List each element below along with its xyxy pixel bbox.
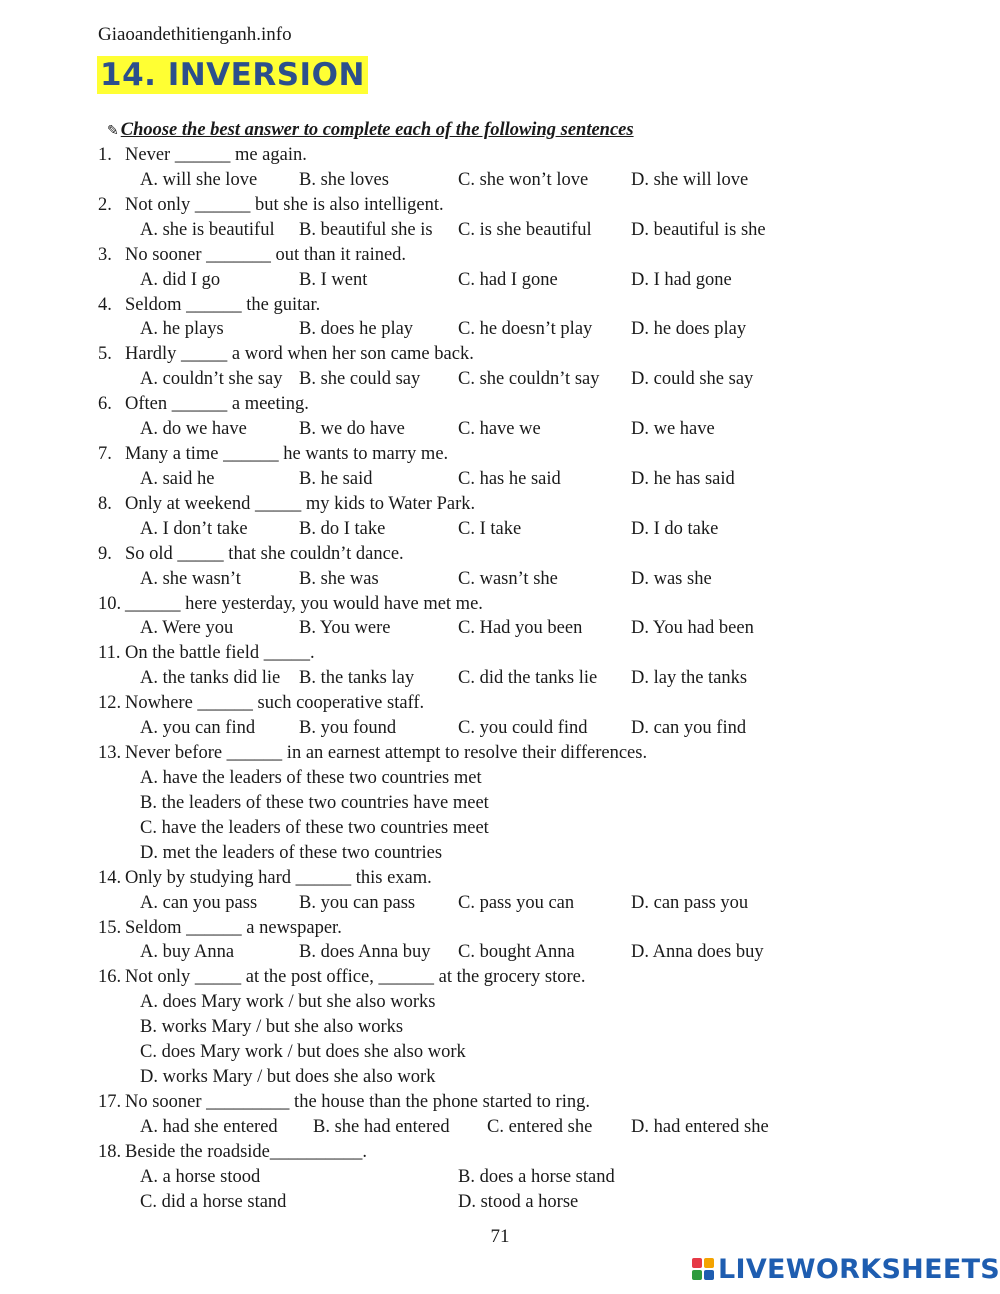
answer-option[interactable]: B. works Mary / but she also works bbox=[140, 1017, 404, 1038]
answer-option[interactable]: D. I do take bbox=[631, 518, 719, 539]
answer-option[interactable]: B. she could say bbox=[299, 369, 421, 390]
question-text: Beside the roadside__________. bbox=[125, 1141, 367, 1162]
answer-option[interactable]: D. stood a horse bbox=[458, 1191, 579, 1212]
question-number: 5. bbox=[98, 344, 112, 365]
answer-option[interactable]: A. a horse stood bbox=[140, 1166, 261, 1187]
question-number: 11. bbox=[98, 643, 121, 664]
answer-option[interactable]: A. had she entered bbox=[140, 1116, 278, 1137]
question-number: 17. bbox=[98, 1091, 122, 1112]
question bbox=[98, 592, 920, 617]
answer-option[interactable]: C. he doesn’t play bbox=[458, 319, 593, 340]
question bbox=[98, 342, 920, 367]
answer-option[interactable]: C. she couldn’t say bbox=[458, 369, 600, 390]
site-name: Giaoandethitienganh.info bbox=[98, 24, 292, 45]
answer-option[interactable]: C. Had you been bbox=[458, 618, 583, 639]
question bbox=[98, 542, 920, 567]
question-number: 2. bbox=[98, 194, 112, 215]
question bbox=[98, 1090, 920, 1115]
answer-option[interactable]: D. lay the tanks bbox=[631, 668, 748, 689]
pen-icon: ✎ bbox=[107, 124, 119, 139]
question-number: 15. bbox=[98, 917, 122, 938]
answer-option[interactable]: C. have the leaders of these two countries meet bbox=[140, 817, 489, 838]
answer-option[interactable]: C. has he said bbox=[458, 468, 561, 489]
answer-option[interactable]: A. she is beautiful bbox=[140, 219, 275, 240]
answer-option[interactable]: C. did a horse stand bbox=[140, 1191, 287, 1212]
logo-icon bbox=[692, 1258, 714, 1280]
answer-option[interactable]: C. had I gone bbox=[458, 269, 558, 290]
brand-name: LIVEWORKSHEETS bbox=[718, 1253, 1000, 1285]
answer-option[interactable]: D. was she bbox=[631, 568, 712, 589]
question-text: Only by studying hard ______ this exam. bbox=[125, 867, 432, 888]
page-number: 71 bbox=[490, 1226, 510, 1247]
question-text: On the battle field _____. bbox=[125, 643, 315, 664]
logo-square bbox=[692, 1270, 702, 1280]
question-text: No sooner _______ out than it rained. bbox=[125, 244, 407, 265]
answer-option[interactable]: B. do I take bbox=[299, 518, 386, 539]
question bbox=[98, 1140, 920, 1165]
answer-option[interactable]: D. I had gone bbox=[631, 269, 732, 290]
logo-square bbox=[704, 1270, 714, 1280]
answer-option[interactable]: D. she will love bbox=[631, 169, 749, 190]
question-text: Never before ______ in an earnest attempt to resolve their differences. bbox=[125, 743, 648, 764]
question-text: Many a time ______ he wants to marry me. bbox=[125, 444, 449, 465]
answer-option[interactable]: B. he said bbox=[299, 468, 373, 489]
answer-option[interactable]: D. we have bbox=[631, 419, 715, 440]
question-number: 12. bbox=[98, 693, 122, 714]
question bbox=[98, 741, 920, 766]
question bbox=[98, 965, 920, 990]
answer-option[interactable]: D. he does play bbox=[631, 319, 747, 340]
answer-option[interactable]: B. she was bbox=[299, 568, 379, 589]
answer-option[interactable]: A. he plays bbox=[140, 319, 224, 340]
liveworksheets-logo bbox=[692, 1254, 1000, 1284]
answer-option[interactable]: A. do we have bbox=[140, 419, 247, 440]
answer-option[interactable]: B. does he play bbox=[299, 319, 414, 340]
answer-option[interactable]: A. I don’t take bbox=[140, 518, 248, 539]
question-number: 7. bbox=[98, 444, 112, 465]
question-number: 16. bbox=[98, 967, 122, 988]
page-title: 14. INVERSION bbox=[97, 56, 368, 94]
answer-option[interactable]: D. could she say bbox=[631, 369, 754, 390]
question-text: Hardly _____ a word when her son came back. bbox=[125, 344, 474, 365]
answer-option[interactable]: B. she had entered bbox=[313, 1116, 450, 1137]
answer-option[interactable]: D. beautiful is she bbox=[631, 219, 766, 240]
question-text: Nowhere ______ such cooperative staff. bbox=[125, 693, 425, 714]
answer-option[interactable]: A. buy Anna bbox=[140, 942, 235, 963]
answer-option[interactable]: A. have the leaders of these two countries met bbox=[140, 768, 482, 788]
question-number: 1. bbox=[98, 145, 112, 165]
question bbox=[98, 143, 920, 168]
answer-option[interactable]: A. said he bbox=[140, 468, 215, 489]
question-number: 13. bbox=[98, 743, 122, 764]
question-number: 9. bbox=[98, 543, 112, 564]
question-text: So old _____ that she couldn’t dance. bbox=[125, 543, 404, 564]
question-text: Only at weekend _____ my kids to Water Park. bbox=[125, 493, 476, 514]
answer-option[interactable]: A. couldn’t she say bbox=[140, 369, 283, 390]
answer-option[interactable]: D. can you find bbox=[631, 718, 747, 739]
question bbox=[98, 442, 920, 467]
question-number: 14. bbox=[98, 867, 122, 888]
answer-option[interactable]: B. the leaders of these two countries have meet bbox=[140, 792, 489, 813]
answer-option[interactable]: A. Were you bbox=[140, 618, 234, 639]
answer-option[interactable]: A. the tanks did lie bbox=[140, 668, 281, 689]
question bbox=[98, 243, 920, 268]
question bbox=[98, 916, 920, 941]
question bbox=[98, 866, 920, 891]
answer-option[interactable]: D. met the leaders of these two countries bbox=[140, 842, 443, 863]
answer-option[interactable]: C. pass you can bbox=[458, 892, 575, 913]
question-text: ______ here yesterday, you would have met me. bbox=[125, 593, 483, 614]
question bbox=[98, 193, 920, 218]
answer-option[interactable]: C. is she beautiful bbox=[458, 219, 592, 240]
question-text: Seldom ______ the guitar. bbox=[125, 294, 321, 315]
answer-option[interactable]: B. you found bbox=[299, 718, 397, 739]
question-number: 18. bbox=[98, 1141, 122, 1162]
answer-option[interactable]: A. she wasn’t bbox=[140, 568, 241, 589]
question bbox=[98, 691, 920, 716]
answer-option[interactable]: C. entered she bbox=[487, 1116, 593, 1137]
answer-option[interactable]: D. works Mary / but does she also work bbox=[140, 1067, 436, 1088]
answer-option[interactable]: A. does Mary work / but she also works bbox=[140, 992, 436, 1013]
answer-option[interactable]: C. I take bbox=[458, 518, 522, 539]
question bbox=[98, 641, 920, 666]
answer-option[interactable]: D. had entered she bbox=[631, 1116, 769, 1137]
question bbox=[98, 293, 920, 318]
question-number: 6. bbox=[98, 394, 112, 415]
question-number: 8. bbox=[98, 493, 112, 514]
answer-option[interactable]: B. she loves bbox=[299, 169, 389, 190]
question bbox=[98, 492, 920, 517]
answer-option[interactable]: B. you can pass bbox=[299, 892, 416, 913]
answer-option[interactable]: A. you can find bbox=[140, 718, 256, 739]
question-text: Not only _____ at the post office, ______ at the grocery store. bbox=[125, 967, 586, 988]
answer-option[interactable]: C. did the tanks lie bbox=[458, 668, 598, 689]
answer-option[interactable]: A. did I go bbox=[140, 269, 221, 290]
answer-option[interactable]: B. You were bbox=[299, 618, 391, 639]
answer-option[interactable]: D. You had been bbox=[631, 618, 754, 639]
question-text: Not only ______ but she is also intelligent. bbox=[125, 194, 444, 215]
question-number: 4. bbox=[98, 294, 112, 315]
answer-option[interactable]: B. we do have bbox=[299, 419, 405, 440]
answer-option[interactable]: C. bought Anna bbox=[458, 942, 575, 963]
instruction-text: Choose the best answer to complete each of the following sentences bbox=[120, 120, 634, 140]
answer-option[interactable]: B. I went bbox=[299, 269, 368, 290]
answer-option[interactable]: B. does a horse stand bbox=[458, 1166, 615, 1187]
answer-option[interactable]: C. wasn’t she bbox=[458, 568, 558, 589]
answer-option[interactable]: C. does Mary work / but does she also work bbox=[140, 1042, 466, 1063]
question-text: Seldom ______ a newspaper. bbox=[125, 917, 342, 938]
logo-square bbox=[704, 1258, 714, 1268]
question-number: 3. bbox=[98, 244, 112, 265]
instruction bbox=[107, 120, 634, 141]
answer-option[interactable]: C. you could find bbox=[458, 718, 588, 739]
question-number: 10. bbox=[98, 593, 122, 614]
logo-square bbox=[692, 1258, 702, 1268]
answer-option[interactable]: D. can pass you bbox=[631, 892, 749, 913]
question-text: Often ______ a meeting. bbox=[125, 394, 309, 415]
answer-option[interactable]: C. she won’t love bbox=[458, 169, 589, 190]
answer-option[interactable]: B. the tanks lay bbox=[299, 668, 415, 689]
answer-option[interactable]: A. will she love bbox=[140, 169, 258, 190]
answer-option[interactable]: B. beautiful she is bbox=[299, 219, 433, 240]
question-text: Never ______ me again. bbox=[125, 145, 307, 165]
answer-option[interactable]: A. can you pass bbox=[140, 892, 258, 913]
answer-option[interactable]: C. have we bbox=[458, 419, 541, 440]
answer-option[interactable]: D. Anna does buy bbox=[631, 942, 764, 963]
answer-option[interactable]: B. does Anna buy bbox=[299, 942, 431, 963]
question-text: No sooner _________ the house than the phone started to ring. bbox=[125, 1091, 590, 1112]
question bbox=[98, 392, 920, 417]
answer-option[interactable]: D. he has said bbox=[631, 468, 735, 489]
